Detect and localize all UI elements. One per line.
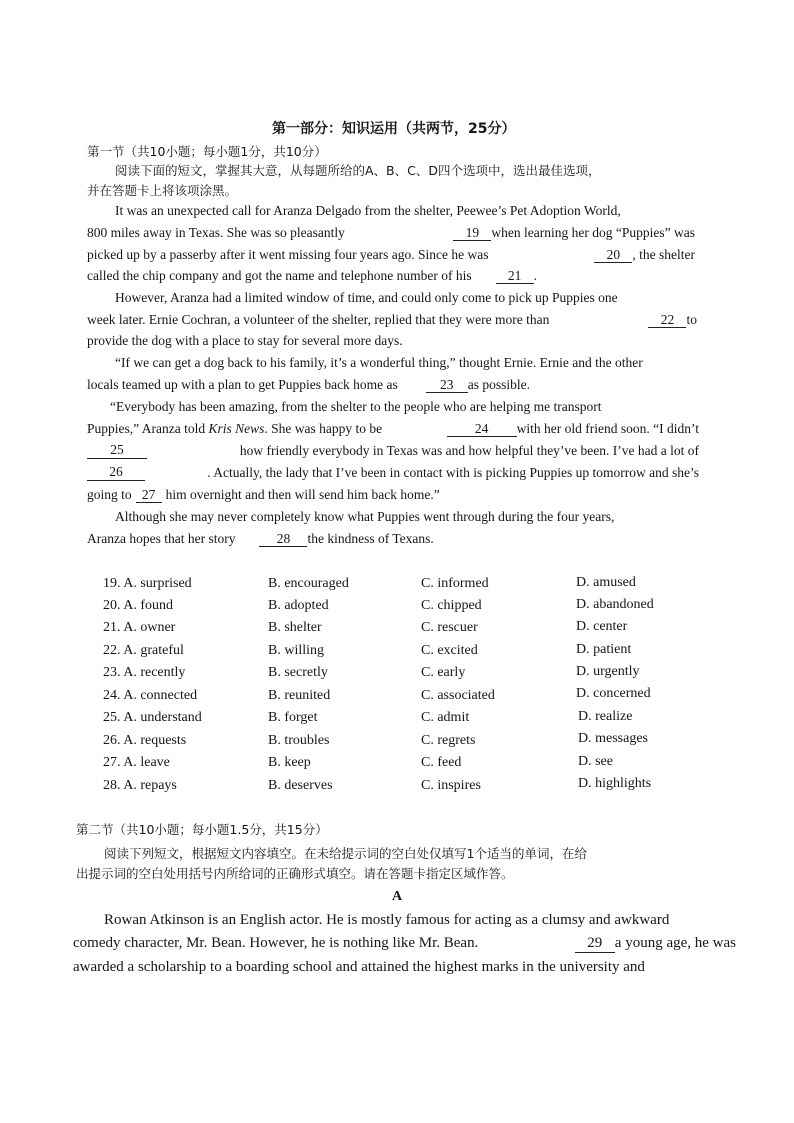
option-b[interactable]: B. willing <box>268 643 325 658</box>
option-c[interactable]: C. informed <box>421 576 489 591</box>
blank-26[interactable]: 26 <box>87 465 145 481</box>
option-c[interactable]: C. inspires <box>421 778 481 793</box>
option-a[interactable]: 27. A. leave <box>103 755 170 770</box>
option-a[interactable]: 26. A. requests <box>103 733 187 748</box>
passage-line <box>87 247 695 263</box>
passage-text: 800 miles away in Texas. She was so pleasantly <box>87 225 345 240</box>
blank-29[interactable]: 29 <box>575 936 615 953</box>
option-b[interactable]: B. encouraged <box>268 576 349 591</box>
section1-header: 第一节（共10小题；每小题1分，共10分） <box>87 144 327 159</box>
passage-text: It was an unexpected call for Aranza Delgado from the shelter, Peewee’s Pet Adoption World, <box>115 203 621 218</box>
option-d[interactable]: D. highlights <box>578 776 652 791</box>
passage-text: week later. Ernie Cochran, a volunteer of the shelter, replied that they were more than <box>87 312 550 327</box>
option-c[interactable]: C. associated <box>421 688 495 703</box>
option-d[interactable]: D. see <box>578 754 613 769</box>
passage-text: Rowan Atkinson is an English actor. He is mostly famous for acting as a clumsy and awkward <box>104 912 670 928</box>
passage-text: how friendly everybody in Texas was and how helpful they’ve been. I’ve had a lot of <box>239 443 699 458</box>
option-c[interactable]: C. admit <box>421 710 470 725</box>
section1-instructions-line1: 阅读下面的短文，掌握其大意，从每题所给的A、B、C、D四个选项中，选出最佳选项， <box>115 163 601 178</box>
blank-20[interactable]: 20 <box>594 248 632 263</box>
passage-text: “If we can get a dog back to his family, it’s a wonderful thing,” thought Ernie. Ernie and the other <box>115 355 643 370</box>
passage-line <box>110 399 699 415</box>
passage-line <box>115 509 705 525</box>
option-c[interactable]: C. feed <box>421 755 462 770</box>
passage-text: Although she may never completely know what Puppies went through during the four years, <box>115 509 615 524</box>
part-title: 第一部分：知识运用（共两节，25分） <box>272 121 516 137</box>
section1-instructions-line2: 并在答题卡上将该项涂黑。 <box>87 183 238 198</box>
passage-line <box>87 225 695 241</box>
option-c[interactable]: C. rescuer <box>421 620 478 635</box>
option-d[interactable]: D. concerned <box>576 686 651 701</box>
option-a[interactable]: 25. A. understand <box>103 710 202 725</box>
option-b[interactable]: B. troubles <box>268 733 330 748</box>
passage-text: locals teamed up with a plan to get Puppies back home as <box>87 377 398 392</box>
passage-text: . Actually, the lady that I’ve been in contact with is picking Puppies up tomorrow and she’s <box>207 465 699 480</box>
option-d[interactable]: D. urgently <box>576 664 640 679</box>
passage-line <box>87 487 440 503</box>
passage-text: a young age, he was <box>614 935 736 951</box>
passage-text: . <box>533 268 537 283</box>
blank-27[interactable]: 27 <box>136 488 162 503</box>
passage-text: awarded a scholarship to a boarding school and attained the highest marks in the university and <box>73 959 645 975</box>
option-c[interactable]: C. early <box>421 665 466 680</box>
option-a[interactable]: 28. A. repays <box>103 778 177 793</box>
passage-line <box>73 935 736 953</box>
option-b[interactable]: B. deserves <box>268 778 333 793</box>
passage-line <box>104 912 734 929</box>
passage-line <box>87 421 699 437</box>
passage-text: , the shelter <box>632 247 695 262</box>
option-d[interactable]: D. amused <box>576 575 636 590</box>
passage-text: comedy character, Mr. Bean. However, he is nothing like Mr. Bean. <box>73 935 479 951</box>
passage-line <box>87 531 434 547</box>
option-d[interactable]: D. patient <box>576 642 632 657</box>
passage-line <box>73 959 734 976</box>
passage-line <box>115 290 697 306</box>
option-b[interactable]: B. keep <box>268 755 311 770</box>
section2-instructions-line1: 阅读下列短文，根据短文内容填空。在未给提示词的空白处仅填写1个适当的单词，在给 <box>104 846 587 861</box>
option-b[interactable]: B. forget <box>268 710 318 725</box>
passage-line <box>87 443 699 459</box>
passage-text: “Everybody has been amazing, from the shelter to the people who are helping me transport <box>110 399 602 414</box>
passage-text: Aranza hopes that her story <box>87 531 236 546</box>
passage-line <box>87 465 699 481</box>
option-d[interactable]: D. abandoned <box>576 597 654 612</box>
passage-text: called the chip company and got the name and telephone number of his <box>87 268 472 283</box>
blank-28[interactable]: 28 <box>259 532 307 547</box>
passage-line <box>115 203 695 219</box>
passage-text: going to <box>87 487 132 502</box>
passage-text: . She was happy to be <box>264 421 383 436</box>
section2-instructions-line2: 出提示词的空白处用括号内所给词的正确形式填空。请在答题卡指定区域作答。 <box>76 866 514 881</box>
option-b[interactable]: B. adopted <box>268 598 329 613</box>
passage-line <box>87 377 530 393</box>
blank-24[interactable]: 24 <box>447 422 517 437</box>
option-a[interactable]: 23. A. recently <box>103 665 186 680</box>
blank-21[interactable]: 21 <box>496 269 534 284</box>
passage-text: when learning her dog “Puppies” was <box>491 225 695 240</box>
option-a[interactable]: 21. A. owner <box>103 620 176 635</box>
passage-text: However, Aranza had a limited window of time, and could only come to pick up Puppies one <box>115 290 618 305</box>
blank-22[interactable]: 22 <box>648 313 686 328</box>
option-d[interactable]: D. messages <box>578 731 648 746</box>
option-a[interactable]: 19. A. surprised <box>103 576 192 591</box>
option-b[interactable]: B. reunited <box>268 688 331 703</box>
passage-a-title: A <box>392 889 403 904</box>
blank-25[interactable]: 25 <box>87 443 147 459</box>
passage-line <box>115 355 699 371</box>
option-d[interactable]: D. realize <box>578 709 633 724</box>
passage-text: to <box>686 312 697 327</box>
option-c[interactable]: C. chipped <box>421 598 482 613</box>
passage-text: Puppies,” Aranza told <box>87 421 209 436</box>
blank-19[interactable]: 19 <box>453 226 491 241</box>
option-b[interactable]: B. secretly <box>268 665 328 680</box>
passage-text: with her old friend soon. “I didn’t <box>516 421 699 436</box>
option-c[interactable]: C. excited <box>421 643 478 658</box>
option-b[interactable]: B. shelter <box>268 620 322 635</box>
section2-header: 第二节（共10小题；每小题1.5分，共15分） <box>76 822 328 837</box>
option-d[interactable]: D. center <box>576 619 628 634</box>
passage-line <box>87 312 697 328</box>
passage-text: as possible. <box>467 377 531 392</box>
blank-23[interactable]: 23 <box>426 378 468 393</box>
passage-text: picked up by a passerby after it went missing four years ago. Since he was <box>87 247 489 262</box>
passage-line <box>87 268 537 284</box>
option-c[interactable]: C. regrets <box>421 733 476 748</box>
option-a[interactable]: 22. A. grateful <box>103 643 184 658</box>
passage-italic-source: Kris News <box>208 421 265 436</box>
passage-text: provide the dog with a place to stay for several more days. <box>87 333 403 348</box>
passage-text: the kindness of Texans. <box>307 531 434 546</box>
option-a[interactable]: 20. A. found <box>103 598 173 613</box>
passage-line <box>87 333 403 349</box>
option-a[interactable]: 24. A. connected <box>103 688 198 703</box>
passage-text: him overnight and then will send him back home.” <box>165 487 440 502</box>
